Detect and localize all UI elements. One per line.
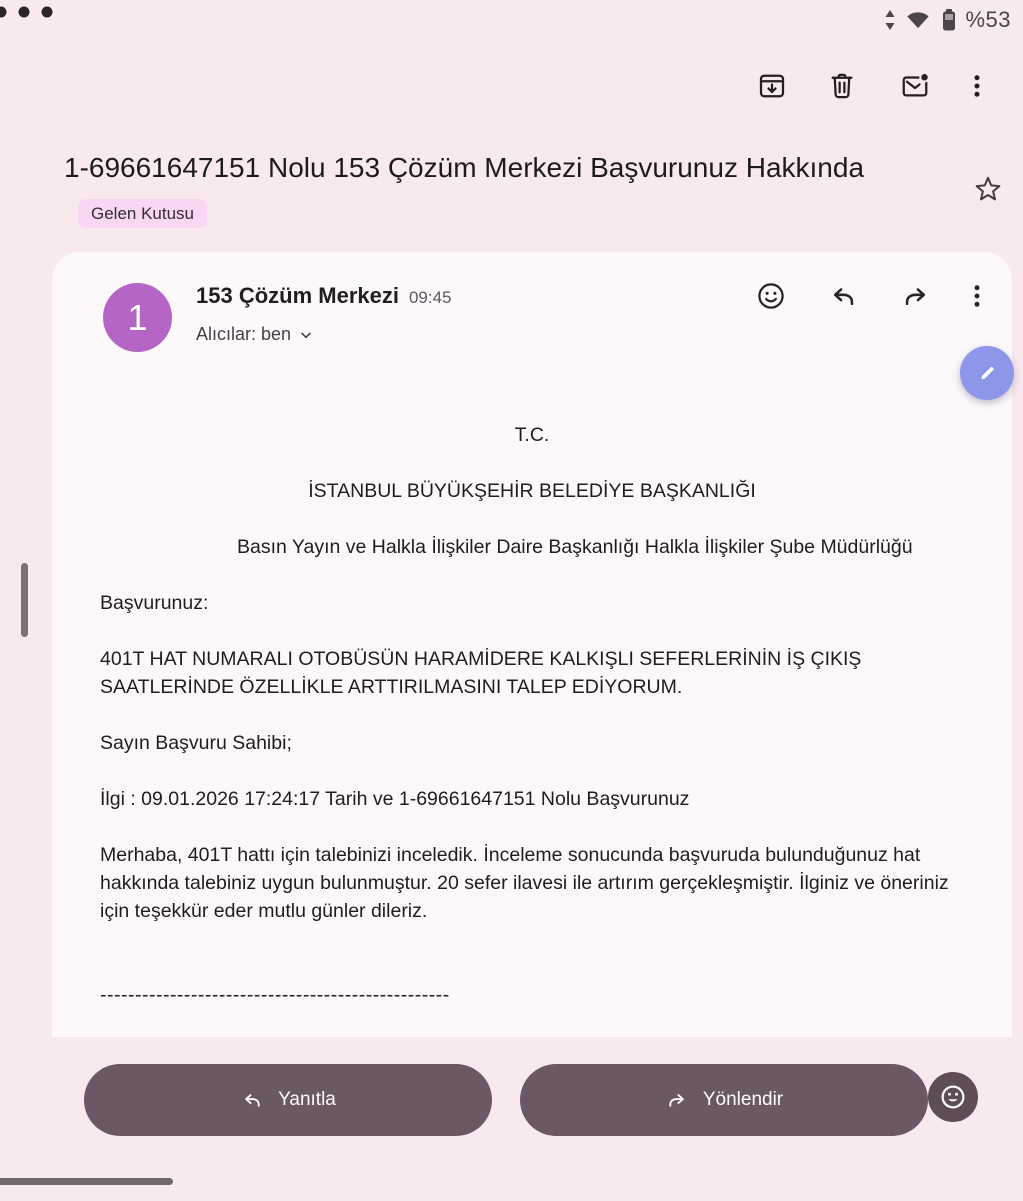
sender-avatar[interactable]: 1	[103, 283, 172, 352]
forward-pill-button[interactable]	[520, 1064, 928, 1136]
sender-row	[196, 283, 452, 309]
body-paragraph: İSTANBUL BÜYÜKŞEHİR BELEDİYE BAŞKANLIĞI	[308, 480, 756, 502]
mark-unread-icon	[900, 71, 930, 101]
scrollbar-thumb[interactable]	[21, 563, 28, 637]
battery-icon	[938, 6, 960, 34]
message-time: 09:45	[408, 288, 452, 307]
forward-button[interactable]	[892, 272, 940, 320]
subject-title: 1-69661647151 Nolu 153 Çözüm Merkezi Başvurunuz Hakkında	[64, 152, 865, 183]
more-options-button[interactable]	[953, 62, 1001, 110]
body-paragraph: T.C.	[514, 424, 550, 446]
reply-pill-button[interactable]	[84, 1064, 492, 1136]
mark-unread-button[interactable]	[891, 62, 939, 110]
status-notification-dots	[0, 0, 70, 24]
delete-button[interactable]	[818, 62, 866, 110]
body-paragraph: Basın Yayın ve Halkla İlişkiler Daire Başkanlığı Halkla İlişkiler Şube Müdürlüğü	[237, 536, 913, 558]
forward-icon	[665, 1088, 689, 1112]
body-paragraph: 401T HAT NUMARALI OTOBÜSÜN HARAMİDERE KALKIŞLI SEFERLERİNİN İŞ ÇIKIŞ SAATLERİNDE ÖZELLİKLE ARTTIRILMASINI TALEP EDİYORUM.	[100, 648, 867, 698]
star-icon	[971, 173, 1005, 207]
message-more-options-button[interactable]	[953, 272, 1001, 320]
reply-pill-label: Yanıtla	[278, 1089, 336, 1110]
archive-icon	[757, 71, 787, 101]
emoji-smile-icon	[755, 280, 787, 312]
recipients-toggle[interactable]	[196, 324, 314, 345]
body-paragraph: Başvurunuz:	[100, 592, 209, 614]
emoji-reaction-button[interactable]	[928, 1072, 978, 1122]
star-button[interactable]	[964, 166, 1012, 214]
reply-icon	[827, 280, 859, 312]
status-bar-right	[882, 6, 1011, 34]
network-activity-icon	[882, 7, 898, 33]
reply-icon	[240, 1088, 264, 1112]
pencil-icon	[974, 360, 1000, 386]
forward-icon	[900, 280, 932, 312]
forward-pill-label: Yönlendir	[702, 1089, 784, 1110]
more-options-icon	[962, 281, 992, 311]
delete-icon	[827, 71, 857, 101]
recipients-label: Alıcılar: ben	[196, 324, 292, 344]
emoji-smile-icon	[938, 1082, 968, 1112]
battery-percent: %53	[965, 7, 1011, 32]
add-reaction-button[interactable]	[747, 272, 795, 320]
email-body	[100, 421, 964, 1037]
body-separator: --------------------------------------------------	[100, 984, 450, 1006]
body-paragraph: Merhaba, 401T hattı için talebinizi inceledik. İnceleme sonucunda başvuruda bulunduğunuz hat hakkında talebiniz uygun bulunmuştur. 20 sefer ilavesi ile artırım gerçekleşmiştir. İlginiz ve öneriniz için teşekkür eder mutlu günler dileriz.	[100, 844, 955, 922]
body-paragraph: Sayın Başvuru Sahibi;	[100, 732, 292, 754]
reply-button[interactable]	[819, 272, 867, 320]
taskbar-handle[interactable]	[0, 1178, 173, 1185]
wifi-icon	[903, 7, 933, 33]
compose-fab[interactable]	[960, 346, 1014, 400]
more-options-icon	[962, 71, 992, 101]
sender-name: 153 Çözüm Merkezi	[196, 283, 399, 308]
chevron-down-icon	[298, 327, 314, 343]
archive-button[interactable]	[748, 62, 796, 110]
body-paragraph: İlgi : 09.01.2026 17:24:17 Tarih ve 1-69661647151 Nolu Başvurunuz	[100, 788, 690, 810]
folder-badge: Gelen Kutusu	[78, 199, 207, 228]
subject-line	[64, 144, 948, 238]
